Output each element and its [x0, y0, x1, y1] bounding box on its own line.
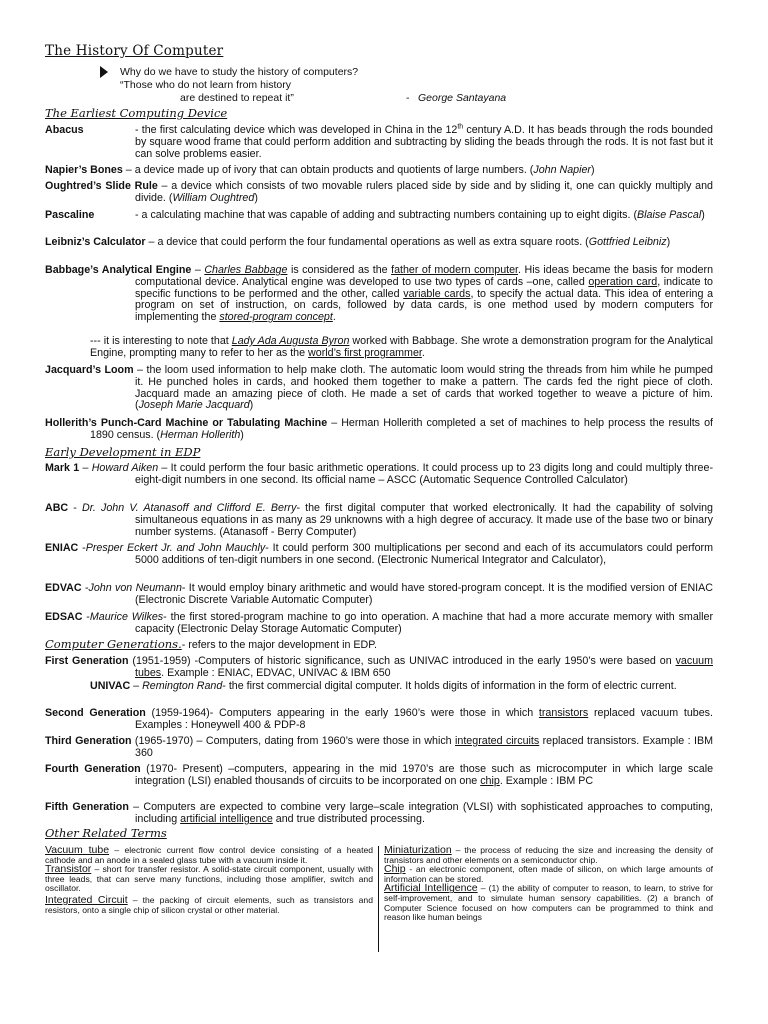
ada-text-2: worked with Babbage. She wrote a demonstration program for the Analytical Engine, prompting many to refer to her as the: [90, 335, 714, 359]
entry-babbage: [45, 265, 713, 324]
quote-line-1: “Those who do not learn from history: [120, 79, 291, 91]
edvac-dash: -: [81, 582, 89, 594]
section-other-terms: Other Related Terms: [45, 826, 167, 840]
glossary-def-integrated-circuit: – the packing of circuit elements, such as transistors and resistors, onto a single chip of silicon crystal or other material.: [45, 894, 373, 915]
section-early-edp: Early Development in EDP: [45, 445, 201, 459]
entry-gen3: [45, 736, 713, 760]
term-gen2: Second Generation: [45, 707, 146, 719]
ada-name: Lady Ada Augusta Byron: [231, 335, 350, 347]
leibniz-text: – a device that could perform the four fundamental operations as well as extra square roots. (: [145, 236, 589, 248]
term-jacquard: Jacquard’s Loom: [45, 364, 134, 376]
abc-person: Dr. John V. Atanasoff and Clifford E. Berry: [82, 502, 297, 514]
gen5-text-b: and true distributed processing.: [272, 812, 425, 825]
term-leibniz: Leibniz’s Calculator: [45, 236, 146, 248]
term-pascaline: Pascaline: [45, 209, 95, 221]
glossary-vacuum-tube: [45, 846, 373, 865]
quote-line-2: are destined to repeat it”: [180, 92, 294, 104]
term-oughtred: Oughtred’s Slide Rule: [45, 180, 158, 192]
edsac-text: - the first stored-program machine to go into operation. A machine that had a more accurate memory with smaller capacity (Electronic Delay Storage Automatic Computer): [135, 611, 714, 635]
glossary-artificial-intelligence: [384, 884, 713, 922]
jacquard-person: Joseph Marie Jacquard: [138, 399, 250, 412]
entry-abacus: [45, 125, 713, 161]
babbage-person: Charles Babbage: [204, 264, 288, 276]
close-paren: ): [249, 399, 254, 412]
babbage-text-3: , indicate to specific functions to be performed and the other, called: [135, 275, 713, 300]
babbage-text-2: . His ideas became the basis for modern computational device. Analytical engine was developed to use two types of cards –one, called: [135, 264, 714, 288]
abacus-sup: th: [457, 123, 464, 131]
glossary-left-column: [45, 843, 373, 915]
gen3-text-a: (1965-1970) – Computers, dating from 1960’s were those in which: [131, 735, 456, 747]
column-divider: [378, 846, 379, 952]
glossary-miniaturization: [384, 846, 713, 865]
mark1-dash: –: [79, 462, 92, 474]
gen1-text-b: . Example : ENIAC, EDVAC, UNIVAC & IBM 650: [161, 666, 391, 679]
hollerith-text: – Herman Hollerith completed a set of machines to help process the results of 1890 census. (: [90, 417, 713, 441]
section-generations: Computer Generations.: [45, 637, 182, 651]
gen4-chip: chip: [480, 774, 500, 787]
entry-oughtred: [45, 181, 713, 205]
entry-abc: [45, 503, 713, 538]
babbage-stored-program: stored-program concept: [219, 311, 333, 324]
univac-person: Remington Rand: [142, 680, 223, 692]
pascaline-text: - a calculating machine that was capable of adding and subtracting numbers containing up to eight digits. (: [135, 209, 638, 221]
glossary-term-integrated-circuit: Integrated Circuit: [45, 893, 128, 906]
generations-heading: [45, 637, 377, 651]
term-gen1: First Generation: [45, 655, 129, 667]
abacus-text: - the first calculating device which was developed in China in the 12: [135, 124, 458, 136]
entry-gen2: [45, 708, 713, 732]
glossary-term-artificial-intelligence: Artificial Intelligence: [384, 882, 478, 895]
glossary-def-transistor: – short for transfer resistor. A solid-state circuit component, usually with three leads, that can serve many functions, including those amplifier, switch and oscillator.: [45, 864, 373, 894]
ada-text-1: --- it is interesting to note that: [90, 335, 232, 347]
napier-person: John Napier: [533, 164, 591, 176]
eniac-person: Presper Eckert Jr. and John Mauchly: [85, 542, 266, 554]
term-abc: ABC: [45, 502, 69, 514]
gen5-text-a: – Computers are expected to combine very large–scale integration (VLSI) with sophisticated approaches to computing, including: [128, 801, 714, 825]
babbage-text-5: .: [332, 311, 336, 324]
ada-first-programmer: world’s first programmer: [308, 346, 422, 359]
entry-gen1: [45, 656, 713, 680]
close-paren: ): [666, 236, 671, 248]
oughtred-text: – a device which consists of two movable rulers placed side by side and by sliding it, one can quickly multiply and divide. (: [135, 180, 713, 204]
babbage-dash: –: [191, 264, 205, 276]
abc-dash: -: [68, 502, 83, 514]
close-paren: ): [240, 428, 244, 441]
term-edvac: EDVAC: [45, 582, 82, 594]
gen1-text-a: (1951-1959) -Computers of historic significance, such as UNIVAC introduced in the early 1950’s were based on: [128, 655, 676, 667]
section-earliest: The Earliest Computing Device: [45, 106, 228, 120]
entry-napier: [45, 165, 713, 177]
mark1-text: – It could perform the four basic arithmetic operations. It could process up to 23 digits long and could multiply three-eight-digit numbers in one second. Its official name – ASCC (Automatic Sequence Controlled Calculator): [135, 462, 713, 486]
close-paren: ): [590, 164, 595, 176]
glossary-term-transistor: Transistor: [45, 863, 92, 876]
glossary-def-miniaturization: – the process of reducing the size and increasing the density of transistors and other elements on a semiconductor chip.: [384, 845, 713, 865]
gen4-text-a: (1970- Present) –computers, appearing in the mid 1970’s are those such as microcomputer in which large scale integration (LSI) enabled thousands of circuits to be incorporated on one: [135, 763, 714, 787]
glossary-def-vacuum-tube: – electronic current flow control device consisting of a heated cathode and an anode in a sealed glass tube with a vacuum inside it.: [45, 845, 374, 865]
glossary-term-chip: Chip: [384, 863, 406, 876]
glossary-right-column: [384, 843, 713, 923]
close-paren: ): [254, 191, 258, 204]
babbage-text-1: is considered as the: [287, 264, 392, 276]
entry-leibniz: [45, 237, 713, 249]
entry-univac: [90, 681, 713, 693]
ada-text-3: .: [421, 346, 425, 359]
edsac-dash: -: [82, 611, 90, 623]
entry-hollerith: [45, 418, 713, 442]
arrow-bullet-icon: [100, 66, 108, 78]
term-babbage: Babbage’s Analytical Engine: [45, 264, 192, 276]
gen5-artificial-intelligence: artificial intelligence: [180, 812, 273, 825]
gen3-text-b: replaced transistors. Example : IBM 360: [135, 735, 713, 759]
jacquard-text: – the loom used information to help make cloth. The automatic loom would string the threads from him while he pumped it. He punched holes in cards, and hooked them together to make a pattern. The cards fed the right piece of cloth. Jacquard made an amazing piece of cloth. He made a set of cards that worked together to weave a picture of him. (: [133, 364, 713, 412]
babbage-variable-cards: variable cards: [403, 287, 471, 300]
term-univac: UNIVAC: [90, 680, 131, 692]
leibniz-person: Gottfried Leibniz: [588, 236, 667, 248]
edvac-text: - It would employ binary arithmetic and would have stored-program concept. It is the modified version of ENIAC (Electronic Discrete Variable Automatic Computer): [135, 582, 714, 606]
generations-suffix: - refers to the major development in EDP.: [181, 639, 377, 651]
quote-dash: -: [406, 92, 410, 104]
eniac-dash: -: [78, 542, 86, 554]
term-gen5: Fifth Generation: [45, 801, 129, 813]
entry-gen5: [45, 802, 713, 826]
term-gen4: Fourth Generation: [45, 763, 141, 775]
gen2-text-a: (1959-1964)- Computers appearing in the early 1960’s were those in which: [145, 707, 539, 719]
intro-question: Why do we have to study the history of computers?: [120, 66, 359, 78]
entry-gen4: [45, 764, 713, 788]
gen2-text-b: replaced vacuum tubes. Examples : Honeywell 400 & PDP-8: [135, 707, 713, 731]
babbage-father: father of modern computer: [391, 264, 519, 276]
document-title: The History Of Computer: [45, 43, 224, 59]
term-abacus: Abacus: [45, 124, 84, 136]
gen4-text-b: . Example : IBM PC: [499, 774, 594, 787]
abc-text: - the first digital computer that worked electronically. It had the capability of solving simultaneous equations in as many as 29 unknowns with a high degree of accuracy. It made use of the base two or binary number systems. (Atanasoff - Berry Computer): [135, 502, 714, 538]
entry-edsac: [45, 612, 713, 636]
entry-pascaline: [45, 210, 713, 234]
glossary-def-artificial-intelligence: – (1) the ability of computer to reason, to learn, to strive for self-improvement, and to simulate human sensory capabilities. (2) a branch of Computer Science focused on how computers can be programmed to think and reason like human beings: [384, 883, 713, 923]
entry-mark1: [45, 463, 713, 487]
edvac-person: John von Neumann: [88, 582, 182, 594]
napier-text: – a device made up of ivory that can obtain products and quotients of large numbers. (: [122, 164, 534, 176]
eniac-text: - It could perform 300 multiplications per second and each of its accumulators could perform 5000 additions of ten-digit numbers in one second. (Electronic Numerical Integrator and Calculator),: [135, 542, 714, 566]
term-mark1: Mark 1: [45, 462, 80, 474]
entry-jacquard: [45, 365, 713, 412]
hollerith-person: Herman Hollerith: [160, 428, 241, 441]
glossary-box: [45, 843, 713, 953]
univac-text: - the first commercial digital computer. It holds digits of information in the form of electric current.: [222, 680, 677, 692]
pascaline-person: Blaise Pascal: [637, 209, 702, 221]
glossary-term-miniaturization: Miniaturization: [384, 844, 452, 856]
mark1-person: Howard Aiken: [91, 462, 159, 474]
intro-block: [100, 66, 660, 105]
gen2-transistors: transistors: [538, 707, 589, 719]
term-gen3: Third Generation: [45, 735, 132, 747]
babbage-operation-card: operation card: [588, 275, 658, 288]
term-hollerith: Hollerith’s Punch-Card Machine or Tabulating Machine: [45, 417, 328, 429]
term-eniac: ENIAC: [45, 542, 79, 554]
glossary-term-vacuum-tube: Vacuum tube: [45, 844, 110, 856]
term-edsac: EDSAC: [45, 611, 83, 623]
univac-dash: –: [130, 680, 143, 692]
abacus-text-b: century A.D. It has beads through the rods bounded by square wood frame that could perform addition and subtracting by sliding the beads through the rods. It is not fast but it can solve problems easier.: [135, 124, 713, 160]
babbage-text-4: , to specify the actual data. This idea of entering a program on set of instruction, on cards, followed by data cards, is one method used by modern computers for implementing the: [135, 287, 714, 324]
close-paren: ): [701, 209, 705, 221]
gen3-integrated-circuits: integrated circuits: [455, 735, 540, 747]
glossary-transistor: [45, 865, 373, 894]
term-napier: Napier’s Bones: [45, 164, 123, 176]
edsac-person: Maurice Wilkes: [89, 611, 164, 623]
entry-ada: [90, 336, 713, 360]
entry-eniac: [45, 543, 713, 567]
entry-edvac: [45, 583, 713, 607]
glossary-integrated-circuit: [45, 893, 373, 915]
quote-author: George Santayana: [418, 92, 507, 104]
gen1-vacuum-tubes: vacuum tubes: [135, 655, 713, 679]
glossary-def-chip: - an electronic component, often made of silicon, on which large amounts of information can be stored.: [384, 864, 713, 884]
oughtred-person: William Oughtred: [172, 191, 255, 204]
